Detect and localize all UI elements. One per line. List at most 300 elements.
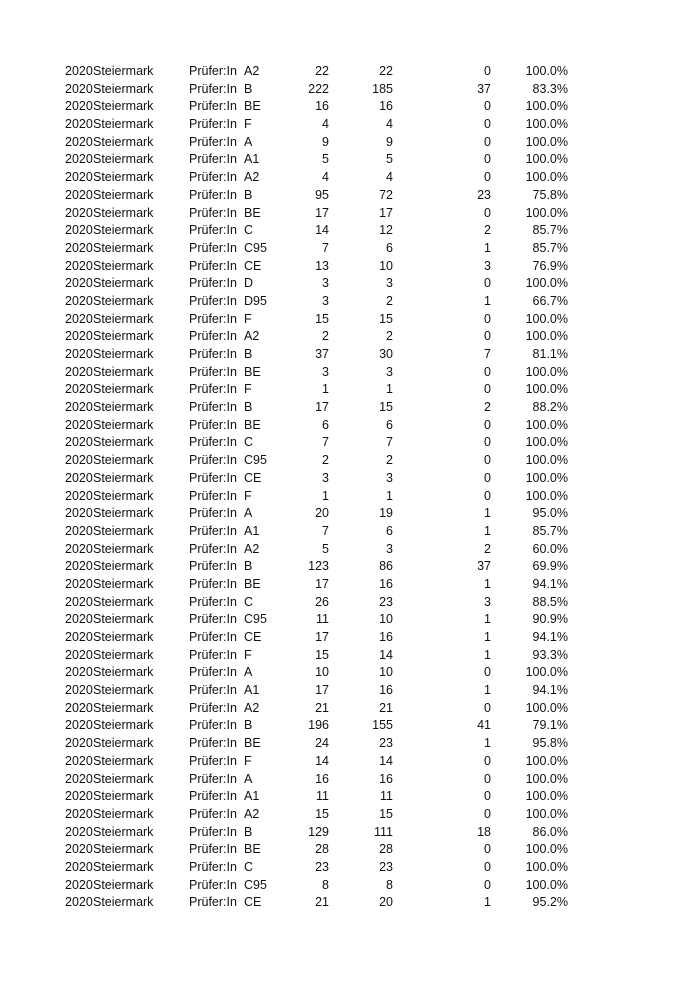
cell-pass-rate: 100.0% <box>525 665 568 680</box>
cell-region: Steiermark <box>93 187 154 202</box>
cell-passed: 3 <box>386 364 393 379</box>
cell-passed: 3 <box>386 541 393 556</box>
cell-year: 2020 <box>65 488 93 503</box>
cell-year: 2020 <box>65 842 93 857</box>
cell-license-class: A2 <box>244 170 260 185</box>
cell-license-class: C95 <box>244 240 267 255</box>
cell-region: Steiermark <box>93 523 154 538</box>
cell-failed: 3 <box>484 258 491 273</box>
cell-region: Steiermark <box>93 806 154 821</box>
cell-failed: 0 <box>484 700 491 715</box>
cell-passed: 1 <box>386 488 393 503</box>
cell-role: Prüfer:In <box>189 364 237 379</box>
cell-role: Prüfer:In <box>189 824 237 839</box>
cell-region: Steiermark <box>93 276 154 291</box>
cell-pass-rate: 88.5% <box>532 594 568 609</box>
table-row <box>0 452 700 470</box>
cell-region: Steiermark <box>93 293 154 308</box>
cell-failed: 1 <box>484 895 491 910</box>
cell-total: 28 <box>315 842 329 857</box>
cell-failed: 1 <box>484 523 491 538</box>
cell-total: 13 <box>315 258 329 273</box>
cell-year: 2020 <box>65 718 93 733</box>
cell-total: 21 <box>315 700 329 715</box>
cell-failed: 0 <box>484 877 491 892</box>
cell-role: Prüfer:In <box>189 205 237 220</box>
cell-pass-rate: 100.0% <box>525 311 568 326</box>
table-row <box>0 664 700 682</box>
cell-total: 21 <box>315 895 329 910</box>
cell-failed: 0 <box>484 806 491 821</box>
cell-year: 2020 <box>65 736 93 751</box>
cell-year: 2020 <box>65 753 93 768</box>
cell-passed: 2 <box>386 329 393 344</box>
cell-failed: 23 <box>477 187 491 202</box>
cell-license-class: F <box>244 311 252 326</box>
cell-total: 196 <box>308 718 329 733</box>
cell-passed: 6 <box>386 240 393 255</box>
table-row <box>0 134 700 152</box>
cell-pass-rate: 90.9% <box>532 612 568 627</box>
cell-failed: 0 <box>484 435 491 450</box>
cell-license-class: B <box>244 187 253 202</box>
cell-year: 2020 <box>65 647 93 662</box>
cell-region: Steiermark <box>93 99 154 114</box>
cell-region: Steiermark <box>93 594 154 609</box>
cell-passed: 16 <box>379 771 393 786</box>
cell-failed: 0 <box>484 364 491 379</box>
table-row <box>0 505 700 523</box>
table-row <box>0 275 700 293</box>
cell-pass-rate: 100.0% <box>525 842 568 857</box>
cell-region: Steiermark <box>93 506 154 521</box>
cell-region: Steiermark <box>93 559 154 574</box>
cell-region: Steiermark <box>93 117 154 132</box>
cell-role: Prüfer:In <box>189 400 237 415</box>
cell-license-class: C <box>244 594 254 609</box>
cell-role: Prüfer:In <box>189 382 237 397</box>
cell-role: Prüfer:In <box>189 258 237 273</box>
cell-pass-rate: 94.1% <box>532 576 568 591</box>
cell-license-class: C95 <box>244 612 267 627</box>
cell-passed: 28 <box>379 842 393 857</box>
cell-total: 11 <box>316 612 329 627</box>
cell-region: Steiermark <box>93 240 154 255</box>
cell-region: Steiermark <box>93 64 154 78</box>
cell-region: Steiermark <box>93 736 154 751</box>
cell-year: 2020 <box>65 576 93 591</box>
cell-passed: 23 <box>379 859 393 874</box>
cell-role: Prüfer:In <box>189 718 237 733</box>
cell-role: Prüfer:In <box>189 806 237 821</box>
cell-total: 37 <box>315 347 329 361</box>
cell-passed: 10 <box>379 258 393 273</box>
cell-passed: 7 <box>386 435 393 450</box>
cell-license-class: A <box>244 506 253 521</box>
cell-region: Steiermark <box>93 364 154 379</box>
cell-failed: 0 <box>484 170 491 185</box>
cell-pass-rate: 95.0% <box>532 506 568 521</box>
cell-license-class: B <box>244 347 253 361</box>
cell-passed: 3 <box>386 276 393 291</box>
cell-role: Prüfer:In <box>189 276 237 291</box>
cell-license-class: CE <box>244 895 262 910</box>
cell-role: Prüfer:In <box>189 170 237 185</box>
cell-role: Prüfer:In <box>189 223 237 238</box>
cell-failed: 37 <box>477 81 491 96</box>
cell-year: 2020 <box>65 117 93 132</box>
cell-license-class: D <box>244 276 254 291</box>
cell-pass-rate: 100.0% <box>525 806 568 821</box>
table-row <box>0 116 700 134</box>
table-row <box>0 717 700 735</box>
cell-role: Prüfer:In <box>189 506 237 521</box>
cell-pass-rate: 100.0% <box>525 364 568 379</box>
cell-license-class: CE <box>244 258 262 273</box>
cell-pass-rate: 85.7% <box>532 240 568 255</box>
cell-role: Prüfer:In <box>189 240 237 255</box>
cell-region: Steiermark <box>93 170 154 185</box>
cell-total: 17 <box>315 630 329 644</box>
cell-region: Steiermark <box>93 700 154 715</box>
cell-total: 2 <box>322 453 329 468</box>
cell-pass-rate: 81.1% <box>532 347 568 361</box>
cell-year: 2020 <box>65 417 93 432</box>
cell-license-class: A2 <box>244 329 260 344</box>
cell-total: 3 <box>322 293 329 308</box>
cell-pass-rate: 100.0% <box>525 453 568 468</box>
cell-passed: 10 <box>379 612 393 627</box>
cell-role: Prüfer:In <box>189 488 237 503</box>
cell-passed: 21 <box>379 700 393 715</box>
cell-pass-rate: 100.0% <box>525 470 568 485</box>
table-row <box>0 753 700 771</box>
cell-year: 2020 <box>65 152 93 167</box>
cell-role: Prüfer:In <box>189 753 237 768</box>
cell-region: Steiermark <box>93 258 154 273</box>
cell-failed: 1 <box>484 576 491 591</box>
cell-total: 7 <box>322 523 329 538</box>
cell-failed: 1 <box>484 293 491 308</box>
cell-role: Prüfer:In <box>189 895 237 910</box>
cell-total: 4 <box>322 117 329 132</box>
cell-region: Steiermark <box>93 665 154 680</box>
cell-pass-rate: 69.9% <box>532 559 568 574</box>
table-row <box>0 647 700 665</box>
cell-year: 2020 <box>65 612 93 627</box>
table-row <box>0 328 700 346</box>
cell-year: 2020 <box>65 859 93 874</box>
cell-pass-rate: 100.0% <box>525 859 568 874</box>
cell-passed: 14 <box>379 647 393 662</box>
cell-region: Steiermark <box>93 81 154 96</box>
cell-total: 3 <box>322 470 329 485</box>
table-row <box>0 311 700 329</box>
cell-total: 2 <box>322 329 329 344</box>
cell-license-class: A <box>244 665 253 680</box>
cell-license-class: A1 <box>244 152 260 167</box>
cell-year: 2020 <box>65 771 93 786</box>
cell-failed: 0 <box>484 470 491 485</box>
table-row <box>0 63 700 81</box>
table-row <box>0 700 700 718</box>
cell-region: Steiermark <box>93 205 154 220</box>
cell-passed: 10 <box>379 665 393 680</box>
table-row <box>0 346 700 364</box>
cell-total: 7 <box>322 435 329 450</box>
cell-failed: 0 <box>484 417 491 432</box>
cell-role: Prüfer:In <box>189 117 237 132</box>
cell-passed: 8 <box>386 877 393 892</box>
cell-pass-rate: 100.0% <box>525 700 568 715</box>
cell-passed: 2 <box>386 293 393 308</box>
cell-failed: 0 <box>484 329 491 344</box>
cell-license-class: A2 <box>244 64 260 78</box>
cell-passed: 9 <box>386 134 393 149</box>
cell-role: Prüfer:In <box>189 311 237 326</box>
cell-role: Prüfer:In <box>189 347 237 361</box>
cell-role: Prüfer:In <box>189 594 237 609</box>
cell-total: 8 <box>322 877 329 892</box>
cell-region: Steiermark <box>93 630 154 644</box>
cell-passed: 111 <box>373 824 393 839</box>
cell-pass-rate: 100.0% <box>525 753 568 768</box>
table-row <box>0 541 700 559</box>
cell-pass-rate: 100.0% <box>525 417 568 432</box>
cell-pass-rate: 94.1% <box>532 683 568 698</box>
cell-role: Prüfer:In <box>189 612 237 627</box>
cell-license-class: B <box>244 81 253 96</box>
cell-license-class: F <box>244 753 252 768</box>
cell-failed: 2 <box>484 223 491 238</box>
cell-total: 7 <box>322 240 329 255</box>
cell-region: Steiermark <box>93 753 154 768</box>
cell-license-class: C <box>244 435 254 450</box>
cell-pass-rate: 100.0% <box>525 134 568 149</box>
cell-pass-rate: 100.0% <box>525 789 568 804</box>
cell-year: 2020 <box>65 683 93 698</box>
cell-role: Prüfer:In <box>189 736 237 751</box>
cell-year: 2020 <box>65 170 93 185</box>
table-row <box>0 841 700 859</box>
cell-passed: 1 <box>386 382 393 397</box>
cell-passed: 17 <box>379 205 393 220</box>
cell-year: 2020 <box>65 523 93 538</box>
cell-year: 2020 <box>65 240 93 255</box>
cell-role: Prüfer:In <box>189 647 237 662</box>
cell-total: 24 <box>315 736 329 751</box>
cell-failed: 0 <box>484 842 491 857</box>
cell-region: Steiermark <box>93 453 154 468</box>
cell-role: Prüfer:In <box>189 559 237 574</box>
cell-passed: 12 <box>379 223 393 238</box>
cell-region: Steiermark <box>93 382 154 397</box>
cell-license-class: A1 <box>244 683 260 698</box>
cell-passed: 15 <box>379 806 393 821</box>
cell-region: Steiermark <box>93 576 154 591</box>
cell-role: Prüfer:In <box>189 877 237 892</box>
cell-license-class: CE <box>244 630 262 644</box>
cell-license-class: BE <box>244 576 261 591</box>
cell-license-class: BE <box>244 842 261 857</box>
cell-total: 15 <box>315 647 329 662</box>
cell-role: Prüfer:In <box>189 64 237 78</box>
cell-total: 15 <box>315 311 329 326</box>
cell-total: 11 <box>316 789 329 804</box>
cell-year: 2020 <box>65 81 93 96</box>
cell-passed: 6 <box>386 523 393 538</box>
cell-region: Steiermark <box>93 541 154 556</box>
table-row <box>0 771 700 789</box>
cell-region: Steiermark <box>93 612 154 627</box>
cell-passed: 2 <box>386 453 393 468</box>
cell-failed: 0 <box>484 789 491 804</box>
cell-passed: 23 <box>379 594 393 609</box>
cell-license-class: B <box>244 400 253 415</box>
cell-year: 2020 <box>65 311 93 326</box>
cell-failed: 1 <box>484 612 491 627</box>
cell-role: Prüfer:In <box>189 541 237 556</box>
cell-year: 2020 <box>65 187 93 202</box>
cell-pass-rate: 100.0% <box>525 435 568 450</box>
cell-pass-rate: 88.2% <box>532 400 568 415</box>
table-row <box>0 894 700 912</box>
cell-total: 222 <box>308 81 329 96</box>
cell-failed: 0 <box>484 753 491 768</box>
cell-failed: 0 <box>484 205 491 220</box>
cell-license-class: A <box>244 134 253 149</box>
data-table <box>0 63 700 912</box>
cell-license-class: F <box>244 117 252 132</box>
cell-pass-rate: 75.8% <box>532 187 568 202</box>
cell-total: 17 <box>315 683 329 698</box>
cell-year: 2020 <box>65 470 93 485</box>
cell-total: 17 <box>315 400 329 415</box>
cell-role: Prüfer:In <box>189 470 237 485</box>
cell-license-class: C <box>244 859 254 874</box>
cell-year: 2020 <box>65 559 93 574</box>
cell-total: 123 <box>308 559 329 574</box>
table-row <box>0 187 700 205</box>
table-row <box>0 205 700 223</box>
cell-license-class: BE <box>244 205 261 220</box>
cell-failed: 1 <box>484 506 491 521</box>
table-row <box>0 258 700 276</box>
cell-failed: 0 <box>484 64 491 78</box>
cell-year: 2020 <box>65 276 93 291</box>
cell-total: 26 <box>315 594 329 609</box>
cell-region: Steiermark <box>93 223 154 238</box>
cell-license-class: B <box>244 824 253 839</box>
cell-year: 2020 <box>65 700 93 715</box>
cell-role: Prüfer:In <box>189 453 237 468</box>
cell-passed: 15 <box>379 400 393 415</box>
cell-role: Prüfer:In <box>189 665 237 680</box>
cell-failed: 0 <box>484 665 491 680</box>
cell-pass-rate: 100.0% <box>525 276 568 291</box>
table-row <box>0 417 700 435</box>
table-row <box>0 169 700 187</box>
cell-year: 2020 <box>65 630 93 644</box>
table-row <box>0 735 700 753</box>
cell-year: 2020 <box>65 99 93 114</box>
cell-passed: 3 <box>386 470 393 485</box>
cell-role: Prüfer:In <box>189 683 237 698</box>
cell-total: 10 <box>315 665 329 680</box>
cell-total: 129 <box>308 824 329 839</box>
cell-year: 2020 <box>65 789 93 804</box>
cell-pass-rate: 100.0% <box>525 877 568 892</box>
cell-year: 2020 <box>65 506 93 521</box>
cell-year: 2020 <box>65 329 93 344</box>
table-row <box>0 611 700 629</box>
cell-region: Steiermark <box>93 400 154 415</box>
cell-passed: 14 <box>379 753 393 768</box>
cell-license-class: BE <box>244 99 261 114</box>
cell-failed: 0 <box>484 276 491 291</box>
cell-passed: 6 <box>386 417 393 432</box>
cell-year: 2020 <box>65 258 93 273</box>
cell-total: 4 <box>322 170 329 185</box>
cell-year: 2020 <box>65 806 93 821</box>
cell-failed: 1 <box>484 630 491 644</box>
cell-license-class: B <box>244 718 253 733</box>
cell-total: 22 <box>315 64 329 78</box>
cell-passed: 72 <box>379 187 393 202</box>
cell-year: 2020 <box>65 665 93 680</box>
cell-passed: 4 <box>386 170 393 185</box>
cell-pass-rate: 66.7% <box>532 293 568 308</box>
cell-region: Steiermark <box>93 488 154 503</box>
cell-failed: 1 <box>484 683 491 698</box>
cell-passed: 16 <box>379 630 393 644</box>
cell-pass-rate: 100.0% <box>525 64 568 78</box>
cell-year: 2020 <box>65 382 93 397</box>
cell-failed: 0 <box>484 134 491 149</box>
cell-year: 2020 <box>65 364 93 379</box>
cell-passed: 155 <box>372 718 393 733</box>
table-row <box>0 824 700 842</box>
table-row <box>0 594 700 612</box>
table-row <box>0 788 700 806</box>
cell-total: 14 <box>315 753 329 768</box>
cell-role: Prüfer:In <box>189 771 237 786</box>
cell-region: Steiermark <box>93 435 154 450</box>
cell-region: Steiermark <box>93 789 154 804</box>
cell-pass-rate: 86.0% <box>532 824 568 839</box>
cell-failed: 1 <box>484 647 491 662</box>
cell-passed: 23 <box>379 736 393 751</box>
cell-year: 2020 <box>65 541 93 556</box>
cell-year: 2020 <box>65 453 93 468</box>
cell-region: Steiermark <box>93 417 154 432</box>
table-row <box>0 240 700 258</box>
cell-year: 2020 <box>65 134 93 149</box>
table-row <box>0 576 700 594</box>
cell-role: Prüfer:In <box>189 152 237 167</box>
cell-passed: 22 <box>379 64 393 78</box>
table-row <box>0 859 700 877</box>
cell-year: 2020 <box>65 347 93 361</box>
cell-pass-rate: 100.0% <box>525 382 568 397</box>
cell-passed: 16 <box>379 683 393 698</box>
cell-region: Steiermark <box>93 683 154 698</box>
table-row <box>0 98 700 116</box>
table-row <box>0 222 700 240</box>
cell-region: Steiermark <box>93 329 154 344</box>
table-row <box>0 682 700 700</box>
cell-total: 16 <box>315 771 329 786</box>
